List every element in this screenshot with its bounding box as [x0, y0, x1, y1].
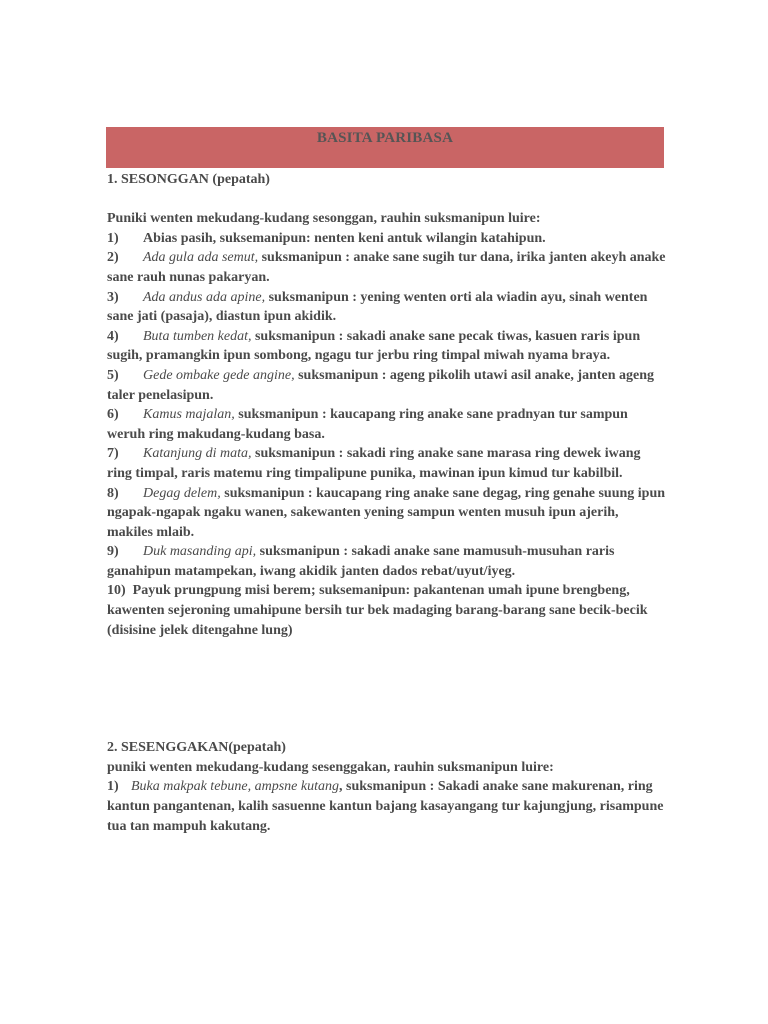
- document-title: BASITA PARIBASA: [316, 130, 454, 146]
- list-item: 5) Gede ombake gede angine, suksmanipun : ageng pikolih utawi asil anake, janten ageng taler penelasipun.: [107, 367, 655, 403]
- document-body: [107, 170, 667, 836]
- section-1-intro: Puniki wenten mekudang-kudang sesonggan, rauhin suksmanipun luire:: [107, 211, 541, 227]
- list-item: 3) Ada andus ada apine, suksmanipun : yening wenten orti ala wiadin ayu, sinah wenten sane jati (pasaja), diastun ipun akidik.: [107, 289, 648, 325]
- list-item: 4) Buta tumben kedat, suksmanipun : sakadi anake sane pecak tiwas, kasuen raris ipun sugih, pramangkin ipun sombong, ngagu tur jerbu ring timpal miwah nyama braya.: [107, 328, 641, 364]
- list-item: 9) Duk masanding api, suksmanipun : sakadi anake sane mamusuh-musuhan raris ganahipun matampekan, iwang akidik janten dados rebat/uyut/iyeg.: [107, 544, 615, 579]
- list-item: 8) Degag delem, suksmanipun : kaucapang ring anake sane degag, ring genahe suung ipun ngapak-ngapak ngaku wanen, sakewanten yening sampun wenten musuh ipun ajerih, makiles mlaib.: [107, 485, 666, 540]
- section-2-heading: 2. SESENGGAKAN(pepatah): [107, 740, 286, 756]
- list-item: 1) Abias pasih, suksemanipun: nenten keni antuk wilangin katahipun.: [107, 230, 546, 246]
- list-item: 2) Ada gula ada semut, suksmanipun : anake sane sugih tur dana, irika janten akeyh anake sane rauh nunas pakaryan.: [107, 250, 666, 285]
- list-item: 6) Kamus majalan, suksmanipun : kaucapang ring anake sane pradnyan tur sampun weruh ring makudang-kudang basa.: [107, 407, 628, 442]
- list-item: 10) Payuk prungpung misi berem; suksemanipun: pakantenan umah ipune brengbeng, kawenten sejeroning umahipune bersih tur bek madaging barang-barang sane becik-becik (disisine jelek ditengahne lung): [107, 583, 648, 638]
- list-item: 7) Katanjung di mata, suksmanipun : sakadi ring anake sane marasa ring dewek iwang ring timpal, raris matemu ring timpalipune punika, mawinan ipun kimud tur kabilbil.: [107, 446, 641, 481]
- section-1-heading: 1. SESONGGAN (pepatah): [107, 172, 270, 187]
- section-2-intro: puniki wenten mekudang-kudang sesenggakan, rauhin suksmanipun luire:: [107, 759, 554, 775]
- list-item: 1) Buka makpak tebune, ampsne kutang, suksmanipun : Sakadi anake sane makurenan, ring kantun pangantenan, kalih sasuenne kantun bajang kasayangang tur kajungjung, risampune tua tan mampuh kakutang.: [107, 779, 664, 834]
- title-banner: [106, 127, 664, 168]
